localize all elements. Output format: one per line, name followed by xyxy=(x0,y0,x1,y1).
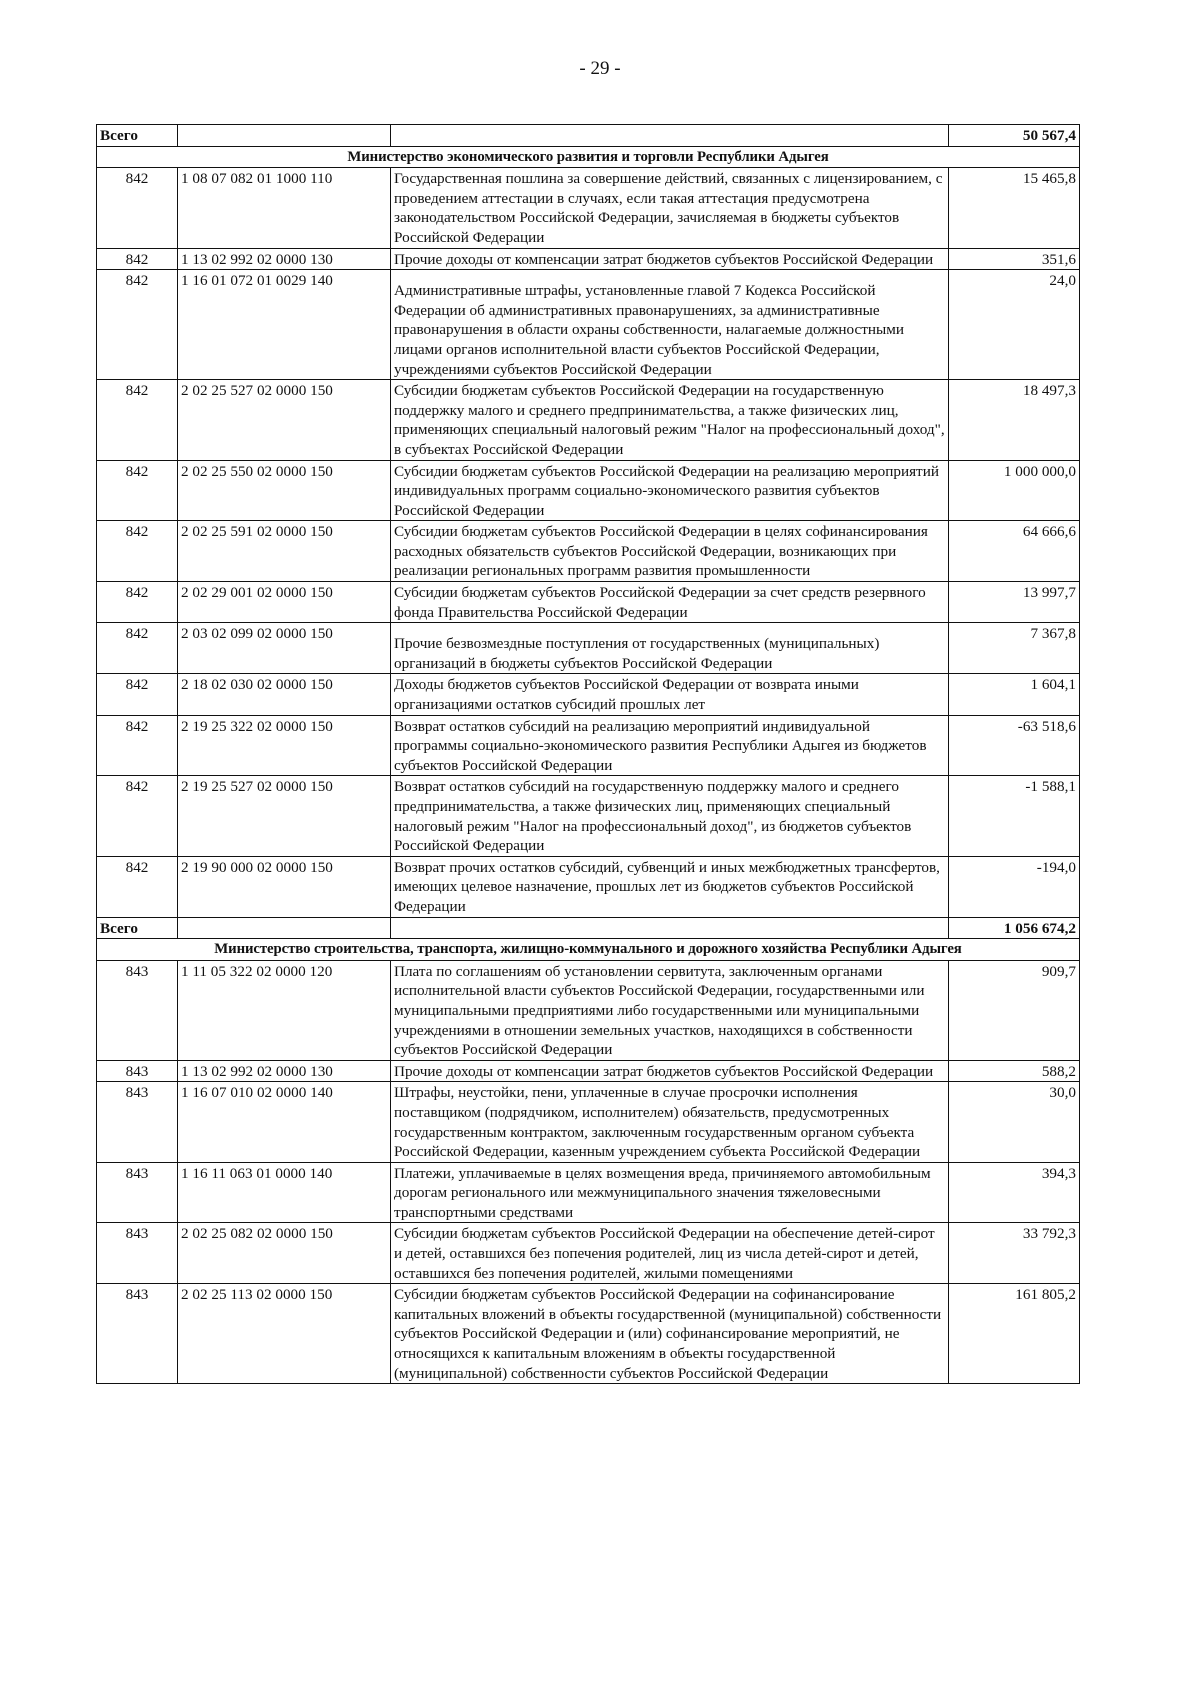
amount: 161 805,2 xyxy=(949,1284,1080,1384)
amount: 33 792,3 xyxy=(949,1223,1080,1284)
table-row xyxy=(97,674,1080,715)
table-row xyxy=(97,960,1080,1060)
revenue-description: Субсидии бюджетам субъектов Российской Федерации в целях софинансирования расходных обязательств субъектов Российской Федерации, возникающих при реализации региональных программ развития промышленности xyxy=(391,521,949,582)
revenue-description: Субсидии бюджетам субъектов Российской Федерации на государственную поддержку малого и среднего предпринимательства, а также физических лиц, применяющих специальный налоговый режим "Налог на профессиональный доход", в субъектах Российской Федерации xyxy=(391,380,949,460)
page-number: - 29 - xyxy=(579,58,621,79)
amount: 394,3 xyxy=(949,1162,1080,1223)
revenue-description: Субсидии бюджетам субъектов Российской Федерации на софинансирование капитальных вложений в объекты государственной (муниципальной) собственности субъектов Российской Федерации и (или) софинансирование мероприятий, не относящихся к капитальным вложениям в объекты государственной (муниципальной) собственности субъектов Российской Федерации xyxy=(391,1284,949,1384)
ministry-name: Министерство экономического развития и торговли Республики Адыгея xyxy=(97,146,1080,168)
admin-code: 843 xyxy=(97,960,178,1060)
revenue-description: Доходы бюджетов субъектов Российской Федерации от возврата иными организациями остатков субсидий прошлых лет xyxy=(391,674,949,715)
table-row xyxy=(97,168,1080,248)
revenue-description: Прочие доходы от компенсации затрат бюджетов субъектов Российской Федерации xyxy=(391,248,949,270)
admin-code: 842 xyxy=(97,460,178,521)
budget-classification-code: 2 19 25 527 02 0000 150 xyxy=(178,776,391,856)
amount: 30,0 xyxy=(949,1082,1080,1162)
amount: 909,7 xyxy=(949,960,1080,1060)
table-row xyxy=(97,1223,1080,1284)
table-row xyxy=(97,1082,1080,1162)
budget-classification-code: 2 02 25 113 02 0000 150 xyxy=(178,1284,391,1384)
table-row xyxy=(97,270,1080,380)
table-row xyxy=(97,521,1080,582)
admin-code: 842 xyxy=(97,715,178,776)
budget-classification-code: 1 16 01 072 01 0029 140 xyxy=(178,270,391,380)
total-label: Всего xyxy=(97,917,178,939)
revenue-description: Возврат прочих остатков субсидий, субвенций и иных межбюджетных трансфертов, имеющих целевое назначение, прошлых лет из бюджетов субъектов Российской Федерации xyxy=(391,856,949,917)
budget-classification-code: 2 18 02 030 02 0000 150 xyxy=(178,674,391,715)
admin-code: 842 xyxy=(97,521,178,582)
ministry-header-row xyxy=(97,146,1080,168)
revenue-description-text: Прочие безвозмездные поступления от государственных (муниципальных) организаций в бюджеты субъектов Российской Федерации xyxy=(394,635,880,672)
amount: -63 518,6 xyxy=(949,715,1080,776)
amount: -194,0 xyxy=(949,856,1080,917)
table-row xyxy=(97,856,1080,917)
table-row xyxy=(97,1060,1080,1082)
admin-code: 842 xyxy=(97,270,178,380)
admin-code: 842 xyxy=(97,582,178,623)
admin-code: 842 xyxy=(97,856,178,917)
ministry-name: Министерство строительства, транспорта, жилищно-коммунального и дорожного хозяйства Республики Адыгея xyxy=(97,939,1080,961)
total-row xyxy=(97,917,1080,939)
budget-classification-code: 2 02 25 527 02 0000 150 xyxy=(178,380,391,460)
budget-classification-code: 1 13 02 992 02 0000 130 xyxy=(178,1060,391,1082)
admin-code: 842 xyxy=(97,623,178,674)
total-row xyxy=(97,125,1080,147)
table-row xyxy=(97,623,1080,674)
total-empty-code xyxy=(178,917,391,939)
budget-classification-code: 2 19 25 322 02 0000 150 xyxy=(178,715,391,776)
admin-code: 843 xyxy=(97,1162,178,1223)
table-row xyxy=(97,1284,1080,1384)
revenue-description xyxy=(391,623,949,674)
revenue-description: Штрафы, неустойки, пени, уплаченные в случае просрочки исполнения поставщиком (подрядчиком, исполнителем) обязательств, предусмотренных государственным контрактом, заключенным государственным органом субъекта Российской Федерации, казенным учреждением субъекта Российской Федерации xyxy=(391,1082,949,1162)
admin-code: 843 xyxy=(97,1082,178,1162)
budget-classification-code: 1 16 11 063 01 0000 140 xyxy=(178,1162,391,1223)
budget-classification-code: 1 08 07 082 01 1000 110 xyxy=(178,168,391,248)
admin-code: 842 xyxy=(97,776,178,856)
table-row xyxy=(97,460,1080,521)
budget-classification-code: 1 11 05 322 02 0000 120 xyxy=(178,960,391,1060)
table-row xyxy=(97,582,1080,623)
total-empty-desc xyxy=(391,917,949,939)
admin-code: 843 xyxy=(97,1223,178,1284)
admin-code: 842 xyxy=(97,168,178,248)
budget-classification-code: 2 02 29 001 02 0000 150 xyxy=(178,582,391,623)
total-empty-desc xyxy=(391,125,949,147)
revenue-description-text: Административные штрафы, установленные главой 7 Кодекса Российской Федерации об административных правонарушениях, за административные правонарушения в области охраны собственности, налагаемые должностными лицами органов исполнительной власти субъектов Российской Федерации, учреждениями субъектов Российской Федерации xyxy=(394,282,904,378)
budget-classification-code: 2 02 25 082 02 0000 150 xyxy=(178,1223,391,1284)
total-amount: 50 567,4 xyxy=(949,125,1080,147)
admin-code: 842 xyxy=(97,248,178,270)
table-row xyxy=(97,776,1080,856)
revenue-description: Субсидии бюджетам субъектов Российской Федерации на реализацию мероприятий индивидуальных программ социально-экономического развития субъектов Российской Федерации xyxy=(391,460,949,521)
revenue-description: Плата по соглашениям об установлении сервитута, заключенным органами исполнительной власти субъектов Российской Федерации, государственными или муниципальными предприятиями либо государственными или муниципальными учреждениями в отношении земельных участков, находящихся в собственности субъектов Российской Федерации xyxy=(391,960,949,1060)
amount: 13 997,7 xyxy=(949,582,1080,623)
table-row xyxy=(97,380,1080,460)
revenue-table xyxy=(96,124,1080,1384)
revenue-description: Субсидии бюджетам субъектов Российской Федерации на обеспечение детей-сирот и детей, оставшихся без попечения родителей, лиц из числа детей-сирот и детей, оставшихся без попечения родителей, жилыми помещениями xyxy=(391,1223,949,1284)
revenue-description xyxy=(391,270,949,380)
amount: 7 367,8 xyxy=(949,623,1080,674)
amount: 15 465,8 xyxy=(949,168,1080,248)
budget-classification-code: 2 02 25 550 02 0000 150 xyxy=(178,460,391,521)
admin-code: 842 xyxy=(97,674,178,715)
amount: 351,6 xyxy=(949,248,1080,270)
amount: -1 588,1 xyxy=(949,776,1080,856)
revenue-description: Субсидии бюджетам субъектов Российской Федерации за счет средств резервного фонда Правительства Российской Федерации xyxy=(391,582,949,623)
revenue-table-body xyxy=(97,125,1080,1384)
budget-classification-code: 2 19 90 000 02 0000 150 xyxy=(178,856,391,917)
admin-code: 842 xyxy=(97,380,178,460)
total-amount: 1 056 674,2 xyxy=(949,917,1080,939)
amount: 18 497,3 xyxy=(949,380,1080,460)
total-label: Всего xyxy=(97,125,178,147)
revenue-description: Государственная пошлина за совершение действий, связанных с лицензированием, с проведением аттестации в случаях, если такая аттестация предусмотрена законодательством Российской Федерации, зачисляемая в бюджеты субъектов Российской Федерации xyxy=(391,168,949,248)
ministry-header-row xyxy=(97,939,1080,961)
amount: 588,2 xyxy=(949,1060,1080,1082)
table-row xyxy=(97,715,1080,776)
admin-code: 843 xyxy=(97,1060,178,1082)
budget-classification-code: 2 02 25 591 02 0000 150 xyxy=(178,521,391,582)
amount: 24,0 xyxy=(949,270,1080,380)
budget-classification-code: 1 16 07 010 02 0000 140 xyxy=(178,1082,391,1162)
revenue-description: Платежи, уплачиваемые в целях возмещения вреда, причиняемого автомобильным дорогам регионального или межмуниципального значения тяжеловесными транспортными средствами xyxy=(391,1162,949,1223)
table-row xyxy=(97,1162,1080,1223)
revenue-description: Возврат остатков субсидий на государственную поддержку малого и среднего предпринимательства, а также физических лиц, применяющих специальный налоговый режим "Налог на профессиональный доход", из бюджетов субъектов Российской Федерации xyxy=(391,776,949,856)
revenue-description: Прочие доходы от компенсации затрат бюджетов субъектов Российской Федерации xyxy=(391,1060,949,1082)
amount: 1 604,1 xyxy=(949,674,1080,715)
revenue-description: Возврат остатков субсидий на реализацию мероприятий индивидуальной программы социально-экономического развития Республики Адыгея из бюджетов субъектов Российской Федерации xyxy=(391,715,949,776)
amount: 1 000 000,0 xyxy=(949,460,1080,521)
budget-classification-code: 2 03 02 099 02 0000 150 xyxy=(178,623,391,674)
table-row xyxy=(97,248,1080,270)
total-empty-code xyxy=(178,125,391,147)
budget-classification-code: 1 13 02 992 02 0000 130 xyxy=(178,248,391,270)
admin-code: 843 xyxy=(97,1284,178,1384)
amount: 64 666,6 xyxy=(949,521,1080,582)
